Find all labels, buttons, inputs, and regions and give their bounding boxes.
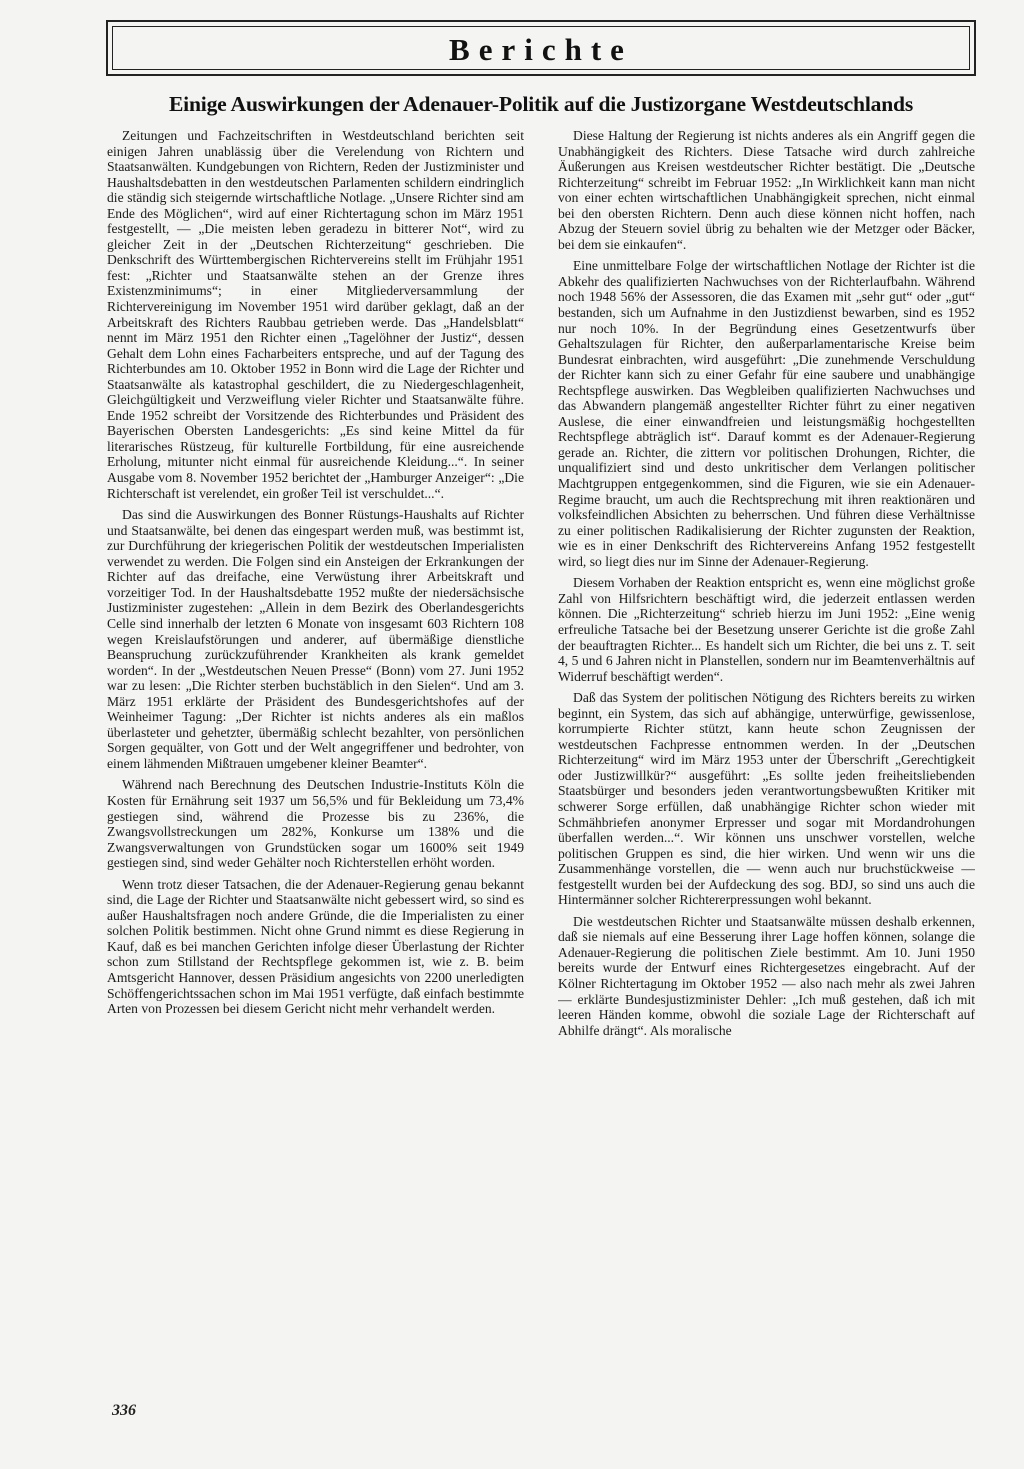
paragraph: Diesem Vorhaben der Reaktion entspricht es, wenn eine möglichst große Zahl von Hilfsrichtern beschäftigt wird, die jederzeit entlassen werden können. Die „Richterzeitung“ schrieb hierzu im Juni 1952: „Eine wenig erfreuliche Tatsache bei der Besetzung unserer Gerichte ist die große Zahl der beauftragten Richter... Es handelt sich um Richter, die bei uns z. T. seit 4, 5 und 6 Jahren nicht in Planstellen, sondern nur im Beamtenverhältnis auf Widerruf beschäftigt werden“. — [558, 575, 975, 684]
article-headline: Einige Auswirkungen der Adenauer-Politik auf die Justizorgane Westdeutschlands — [168, 92, 914, 116]
section-title: Berichte — [449, 32, 633, 67]
paragraph: Diese Haltung der Regierung ist nichts anderes als ein Angriff gegen die Unabhängigkeit des Richters. Diese Tatsache wird durch zahlreiche Äußerungen aus Kreisen westdeutscher Richter bestätigt. Die „Deutsche Richterzeitung“ schreibt im Februar 1952: „In Wirklichkeit kann man nicht von einer echten wirtschaftlichen Unabhängigkeit sprechen, nicht einmal bei den obersten Richtern. Denn auch diese können nicht hoffen, nach Abzug der Steuern soviel übrig zu behalten wie der Metzger oder Bäcker, bei dem sie einkaufen“. — [558, 128, 975, 252]
left-column — [107, 128, 524, 1368]
paragraph: Die westdeutschen Richter und Staatsanwälte müssen deshalb erkennen, daß sie niemals auf eine Besserung ihrer Lage hoffen können, solange die Adenauer-Regierung die politischen Ziele bestimmt. Am 10. Juni 1950 bereits wurde der Entwurf eines Richtergesetzes eingebracht. Auf der Kölner Richtertagung im Oktober 1952 — also nach mehr als zwei Jahren — erklärte Bundesjustizminister Dehler: „Ich muß gestehen, daß ich mit leeren Händen komme, obwohl die soziale Lage der Richterschaft auf Abhilfe drängt“. Als moralische — [558, 913, 975, 1038]
paragraph: Während nach Berechnung des Deutschen Industrie-Instituts Köln die Kosten für Ernährung seit 1937 um 56,5% und für Bekleidung um 73,4% gestiegen sind, während die Prozesse bis zu 236%, die Zwangsvollstreckungen um 282%, Konkurse um 138% und die Zwangsverwaltungen von Grundstücken sogar um 1600% seit 1949 gestiegen sind, sind weder Gehälter noch Richterstellen erhöht worden. — [107, 777, 524, 871]
paragraph: Daß das System der politischen Nötigung des Richters bereits zu wirken beginnt, ein System, das sich auf abhängige, unterwürfige, gewissenlose, korrumpierte Richter stützt, kann heute schon Zeugnissen der westdeutschen Fachpresse entnommen werden. In der „Deutschen Richterzeitung“ wird im März 1953 unter der Überschrift „Gerechtigkeit oder Justizwillkür?“ ausgeführt: „Es sollte jeden freiheitsliebenden Staatsbürger und besonders jeden verantwortungsbewußten Kritiker mit schwerer Sorge erfüllen, daß unabhängige Richter schon wieder mit Schmähbriefen anonymer Erpresser und sogar mit Mordandrohungen überfallen werden...“. Wir können uns unschwer vorstellen, welche politischen Gruppen es sind, die hier wirken. Und wenn wir uns die Zusammenhänge vorstellen, die — wenn auch nur bruchstückweise — festgestellt wurden bei der Aufdeckung des sog. BDJ, so sind uns auch die Hintermänner solcher Richtererpressungen wohl bekannt. — [558, 690, 975, 908]
paragraph: Wenn trotz dieser Tatsachen, die der Adenauer-Regierung genau bekannt sind, die Lage der Richter und Staatsanwälte nicht gebessert wird, so sind es außer Haushaltsfragen noch andere Gründe, die die Imperialisten zu einer solchen Politik bestimmen. Nicht ohne Grund nimmt es diese Regierung in Kauf, daß es bei manchen Gerichten infolge dieser Überlastung der Richter schon zum Stillstand der Rechtspflege gekommen ist, wie z. B. beim Amtsgericht Hannover, dessen Präsidium angesichts von 2200 unerledigten Schöffengerichtssachen schon im Mai 1951 verfügte, daß einfach bestimmte Arten von Prozessen bei diesem Gericht nicht mehr verhandelt werden. — [107, 876, 524, 1017]
section-header-box — [106, 20, 976, 76]
right-column — [558, 128, 975, 1368]
paragraph: Zeitungen und Fachzeitschriften in Westdeutschland berichten seit einigen Jahren unablässig über die Verelendung von Richtern und Staatsanwälten. Kundgebungen von Richtern, Reden der Justizminister und Haushaltsdebatten in den westdeutschen Parlamenten schildern eindringlich die ständig sich steigernde wirtschaftliche Notlage. „Unsere Richter sind am Ende des Möglichen“, wird auf einer Richtertagung schon im März 1951 festgestellt, — „Die meisten leben geradezu in bitterer Not“, wird zu gleicher Zeit in der „Deutschen Richterzeitung“ geschrieben. Die Denkschrift des Württembergischen Richtervereins stellt im Frühjahr 1951 fest: „Richter und Staatsanwälte stehen an der Grenze ihres Existenzminimums“; in einer Mitgliederversammlung der Richtervereinigung im November 1951 wird darüber geklagt, daß an der Arbeitskraft des Richters Raubbau getrieben werde. Das „Handelsblatt“ nennt im März 1951 den Richter einen „Tagelöhner der Justiz“, dessen Gehalt dem Lohn eines Facharbeiters entspreche, und auf der Tagung des Richterbundes am 10. Oktober 1952 in Bonn wird die Lage der Richter und Staatsanwälte als katastrophal geschildert, die zu Niedergeschlagenheit, Gleichgültigkeit und Verzweiflung vieler Richter und Staatsanwälte führe. Ende 1952 schreibt der Vorsitzende des Richterbundes und Präsident des Bayerischen Obersten Landesgerichts: „Es sind keine Mittel da für literarisches Rüstzeug, für kulturelle Fortbildung, für eine ausreichende Erholung, mitunter nicht einmal für ausreichende Kleidung...“. In seiner Ausgabe vom 8. November 1952 berichtet der „Hamburger Anzeiger“: „Die Richterschaft ist verelendet, ein großer Teil ist verschuldet...“. — [107, 128, 524, 501]
paragraph: Das sind die Auswirkungen des Bonner Rüstungs-Haushalts auf Richter und Staatsanwälte, bei denen das eingespart werden muß, was bestimmt ist, zur Durchführung der kriegerischen Politik der westdeutschen Imperialisten verwendet zu werden. Die Folgen sind ein Ansteigen der Erkrankungen der Richter auf das dreifache, eine Verwüstung ihrer Arbeitskraft und vorzeitiger Tod. In der Haushaltsdebatte 1952 mußte der niedersächsische Justizminister zugestehen: „Allein in dem Bezirk des Oberlandesgerichts Celle sind innerhalb der letzten 6 Monate von insgesamt 603 Richtern 108 wegen Kreislaufstörungen und anderer, auf übermäßige dienstliche Beanspruchung zurückzuführender Krankheiten als krank gemeldet worden“. In der „Westdeutschen Neuen Presse“ (Bonn) vom 27. Juni 1952 war zu lesen: „Die Richter sterben buchstäblich in den Sielen“. Und am 3. März 1951 erklärte der Präsident des Bundesgerichtshofes auf der Weinheimer Tagung: „Der Richter ist nichts anderes als ein maßlos überlasteter und gehetzter, übermäßig schlecht bezahlter, von persönlichen Sorgen gequälter, von Gott und der Welt angegriffener und bedrohter, von einem lähmenden Mißtrauen umgebener kleiner Beamter“. — [107, 507, 524, 771]
page-number: 336 — [112, 1402, 136, 1419]
paragraph: Eine unmittelbare Folge der wirtschaftlichen Notlage der Richter ist die Abkehr des qualifizierten Nachwuchses von der Richterlaufbahn. Während noch 1948 56% der Assessoren, die das Examen mit „sehr gut“ oder „gut“ bestanden, sich um Aufnahme in den Justizdienst bewarben, sind es 1952 nur noch 10%. In der Begründung eines Gesetzentwurfs über Gehaltszulagen für Richter, den außerparlamentarische Kreise beim Bundesrat einbrachten, wird ausgeführt: „Die zunehmende Verschuldung der Richter kann sich zu einer Gefahr für eine saubere und unabhängige Rechtspflege auswirken. Das Wegbleiben qualifizierten Nachwuchses und das Abwandern plangemäß angestellter Richter führt zu einer negativen Auslese, die einer einwandfreien und leistungsmäßig hochgestellten Rechtspflege abträglich ist“. Darauf kommt es der Adenauer-Regierung gerade an. Richter, die zittern vor politischen Drohungen, Richter, die unqualifiziert sind und desto unkritischer dem Verlangen politischer Machtgruppen entgegenkommen, sind die Figuren, wie sie ein Adenauer-Regime braucht, um auch die Rechtsprechung mit ihren reaktionären und volksfeindlichen Absichten zu beherrschen. Und führen diese Verhältnisse zu einer politischen Radikalisierung der Richter zugunsten der Reaktion, wie es in einer Denkschrift des Richtervereins Anfang 1952 festgestellt wird, so liegt dies nur im Sinne der Adenauer-Regierung. — [558, 258, 975, 569]
